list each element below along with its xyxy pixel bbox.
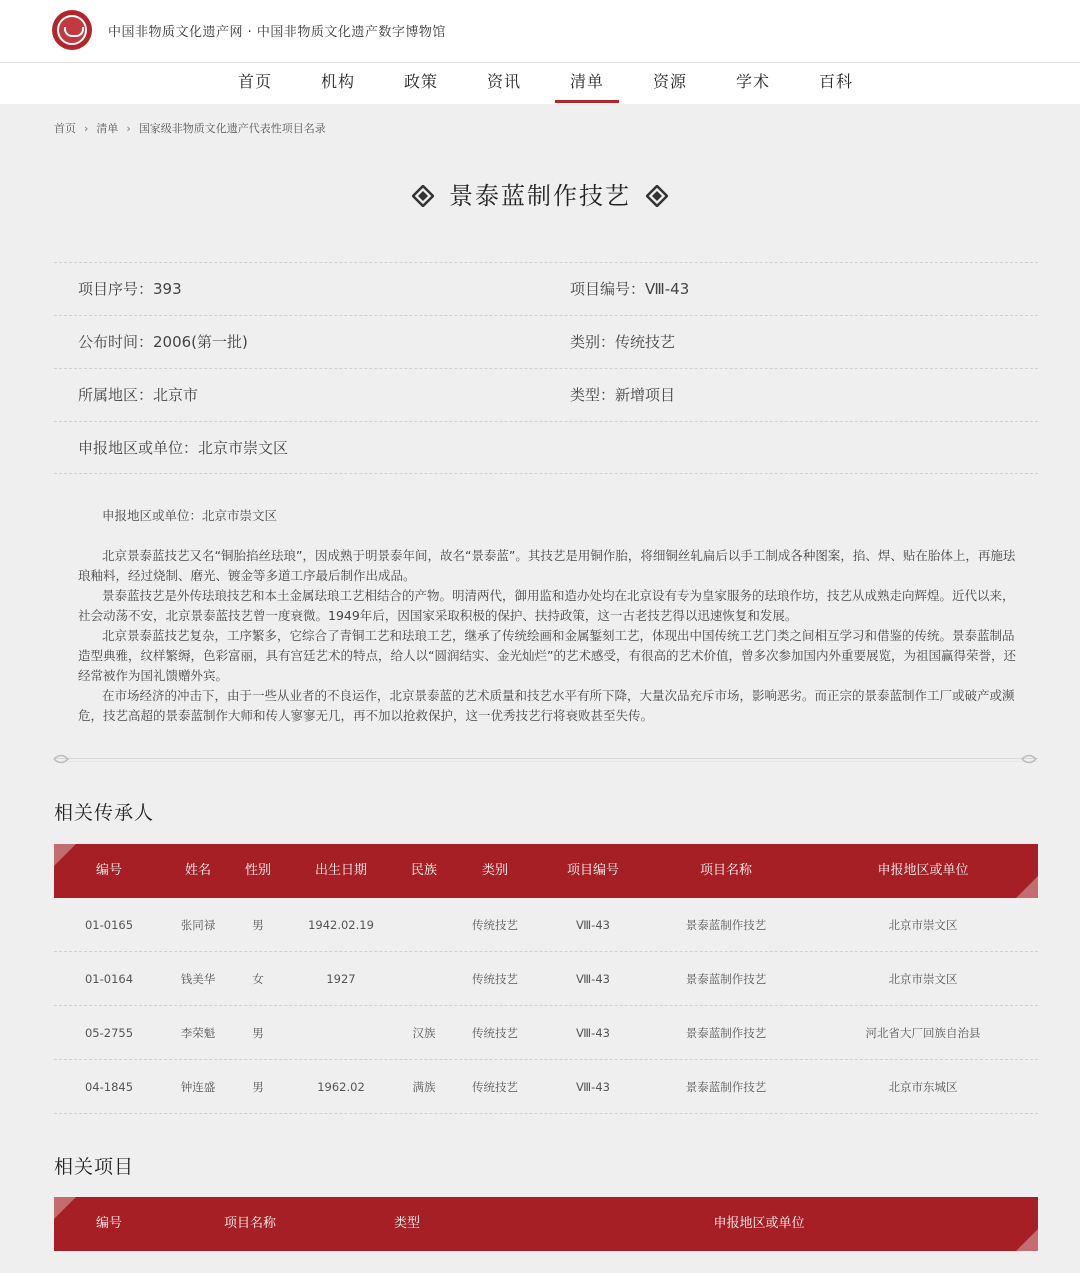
col-header: 姓名 [184,863,211,878]
nav-item-encyclopedia[interactable]: 百科 [818,72,853,91]
info-row [54,315,1038,368]
cell-gender: 男 [252,1080,264,1094]
cell-category: 传统技艺 [472,1080,518,1094]
cell-name[interactable]: 钟连盛 [180,1080,216,1094]
cell-unit: 北京市崇文区 [888,972,958,986]
col-header: 项目编号 [566,863,619,878]
cell-ethnicity: 汉族 [412,1026,436,1040]
cell-unit: 北京市崇文区 [888,918,958,932]
cell-project-code: Ⅷ-43 [576,972,610,986]
cell-code: 05-2755 [84,1026,134,1040]
description-unit-line [78,506,1018,545]
info-row [54,368,1038,421]
col-header: 出生日期 [314,863,367,878]
inheritors-section-title: 相关传承人 [54,802,155,824]
cell-unit: 河北省大厂回族自治县 [865,1026,981,1040]
nav-item-institutions[interactable]: 机构 [320,72,355,91]
info-category: 类别：传统技艺 [570,333,676,351]
nav-item-resources[interactable]: 资源 [652,72,687,91]
info-code: 项目编号：Ⅷ-43 [570,280,690,298]
table-row[interactable] [54,1060,1038,1114]
info-row [54,421,1038,474]
table-row[interactable] [54,952,1038,1006]
cell-project-name[interactable]: 景泰蓝制作技艺 [685,1080,767,1094]
cell-gender: 女 [252,972,264,986]
table-row[interactable] [54,1006,1038,1060]
desc-unit: 申报地区或单位：北京市崇文区 [102,508,278,523]
cell-project-name[interactable]: 景泰蓝制作技艺 [685,918,767,932]
cell-birth: 1962.02 [317,1080,365,1094]
table-row[interactable] [54,898,1038,952]
nav-item-news[interactable]: 资讯 [486,72,521,91]
nav-item-policy[interactable]: 政策 [403,72,438,91]
cell-project-code: Ⅷ-43 [576,1080,610,1094]
breadcrumb-national-list[interactable]: 国家级非物质文化遗产代表性项目名录 [138,122,326,135]
cell-project-name[interactable]: 景泰蓝制作技艺 [685,1026,767,1040]
info-unit: 申报地区或单位：北京市崇文区 [78,439,289,457]
cell-category: 传统技艺 [472,1026,518,1040]
cell-code: 01-0164 [84,972,134,986]
title-ornament-right-icon [646,185,668,207]
cell-unit: 北京市东城区 [888,1080,958,1094]
desc-paragraph: 在市场经济的冲击下，由于一些从业者的不良运作，北京景泰蓝的艺术质量和技艺水平有所下降，大量次品充斥市场，影响恶劣。而正宗的景泰蓝制作工厂或破产或濒危，技艺高超的景泰蓝制作大师和传人寥寥无几，再不加以抢救保护，这一优秀技艺行将衰败甚至失传。 [78,688,1015,723]
site-logo-icon[interactable] [52,10,92,50]
site-name[interactable]: 中国非物质文化遗产网 · 中国非物质文化遗产数字博物馆 [108,25,446,40]
desc-paragraph: 北京景泰蓝技艺复杂，工序繁多，它综合了青铜工艺和珐琅工艺，继承了传统绘画和金属錾刻工艺，体现出中国传统工艺门类之间相互学习和借鉴的传统。景泰蓝制品造型典雅，纹样繁缛，色彩富丽，具有宫廷艺术的特点，给人以“圆润结实、金光灿烂”的艺术感受，有很高的艺术价值，曾多次参加国内外重要展览，为祖国赢得荣誉，还经常被作为国礼馈赠外宾。 [78,628,1016,683]
chevron-right-icon: › [84,122,89,135]
cell-code: 04-1845 [84,1080,134,1094]
breadcrumb-list[interactable]: 清单 [96,122,119,135]
cell-project-code: Ⅷ-43 [576,918,610,932]
cell-birth: 1927 [326,972,356,986]
divider-ornament-icon [52,752,70,766]
cell-name[interactable]: 张同禄 [180,918,216,932]
cell-code: 01-0165 [84,918,134,932]
info-row [54,262,1038,315]
info-published: 公布时间：2006(第一批) [78,333,248,351]
related-projects-table-header [54,1197,1038,1251]
breadcrumb [54,120,326,136]
info-type: 类型：新增项目 [570,386,676,404]
col-header: 编号 [95,863,122,878]
corner-pattern-icon [1016,876,1038,898]
site-header [0,0,1080,62]
inheritors-table-body [54,898,1038,1114]
col-header: 项目名称 [699,863,752,878]
related-projects-section-title: 相关项目 [54,1156,135,1178]
main-nav [0,62,1080,104]
nav-item-home[interactable]: 首页 [237,72,272,91]
divider-ornament-icon [1020,752,1038,766]
project-info-table [54,262,1038,474]
title-ornament-left-icon [412,185,434,207]
corner-pattern-icon [1016,1229,1038,1251]
col-header: 类型 [393,1216,420,1231]
cell-project-name[interactable]: 景泰蓝制作技艺 [685,972,767,986]
nav-item-academic[interactable]: 学术 [735,72,770,91]
col-header: 申报地区或单位 [713,1216,805,1231]
col-header: 性别 [244,863,271,878]
col-header: 民族 [410,863,437,878]
page-title: 景泰蓝制作技艺 [449,182,631,210]
page-title-wrap [0,174,1080,218]
chevron-right-icon: › [126,122,131,135]
corner-pattern-icon [54,1197,76,1219]
cell-birth: 1942.02.19 [308,918,374,932]
desc-paragraph: 北京景泰蓝技艺又名“铜胎掐丝珐琅”，因成熟于明景泰年间，故名“景泰蓝”。其技艺是用铜作胎，将细铜丝轧扁后以手工制成各种图案，掐、焊、贴在胎体上，再施珐琅釉料，经过烧制、磨光、镀金等多道工序最后制作出成品。 [78,548,1016,583]
corner-pattern-icon [54,844,76,866]
cell-category: 传统技艺 [472,918,518,932]
desc-paragraph: 景泰蓝技艺是外传珐琅技艺和本土金属珐琅工艺相结合的产物。明清两代，御用监和造办处均在北京设有专为皇家服务的珐琅作坊，技艺从成熟走向辉煌。近代以来，社会动荡不安，北京景泰蓝技艺曾一度衰微。1949年后，因国家采取积极的保护、扶持政策，这一古老技艺得以迅速恢复和发展。 [78,588,1015,623]
cell-category: 传统技艺 [472,972,518,986]
breadcrumb-home[interactable]: 首页 [54,122,76,135]
cell-gender: 男 [252,1026,264,1040]
col-header: 项目名称 [223,1216,276,1231]
nav-item-list[interactable]: 清单 [555,63,619,103]
cell-ethnicity: 满族 [412,1080,436,1094]
col-header: 编号 [95,1216,122,1231]
description-body [78,546,1018,726]
cell-name[interactable]: 钱美华 [180,972,216,986]
cell-project-code: Ⅷ-43 [576,1026,610,1040]
col-header: 类别 [481,863,508,878]
info-region: 所属地区：北京市 [78,386,199,404]
inheritors-table-header [54,844,1038,898]
cell-gender: 男 [252,918,264,932]
section-divider [54,758,1038,762]
cell-name[interactable]: 李荣魁 [180,1026,216,1040]
col-header: 申报地区或单位 [877,863,969,878]
info-serial: 项目序号：393 [78,280,182,298]
